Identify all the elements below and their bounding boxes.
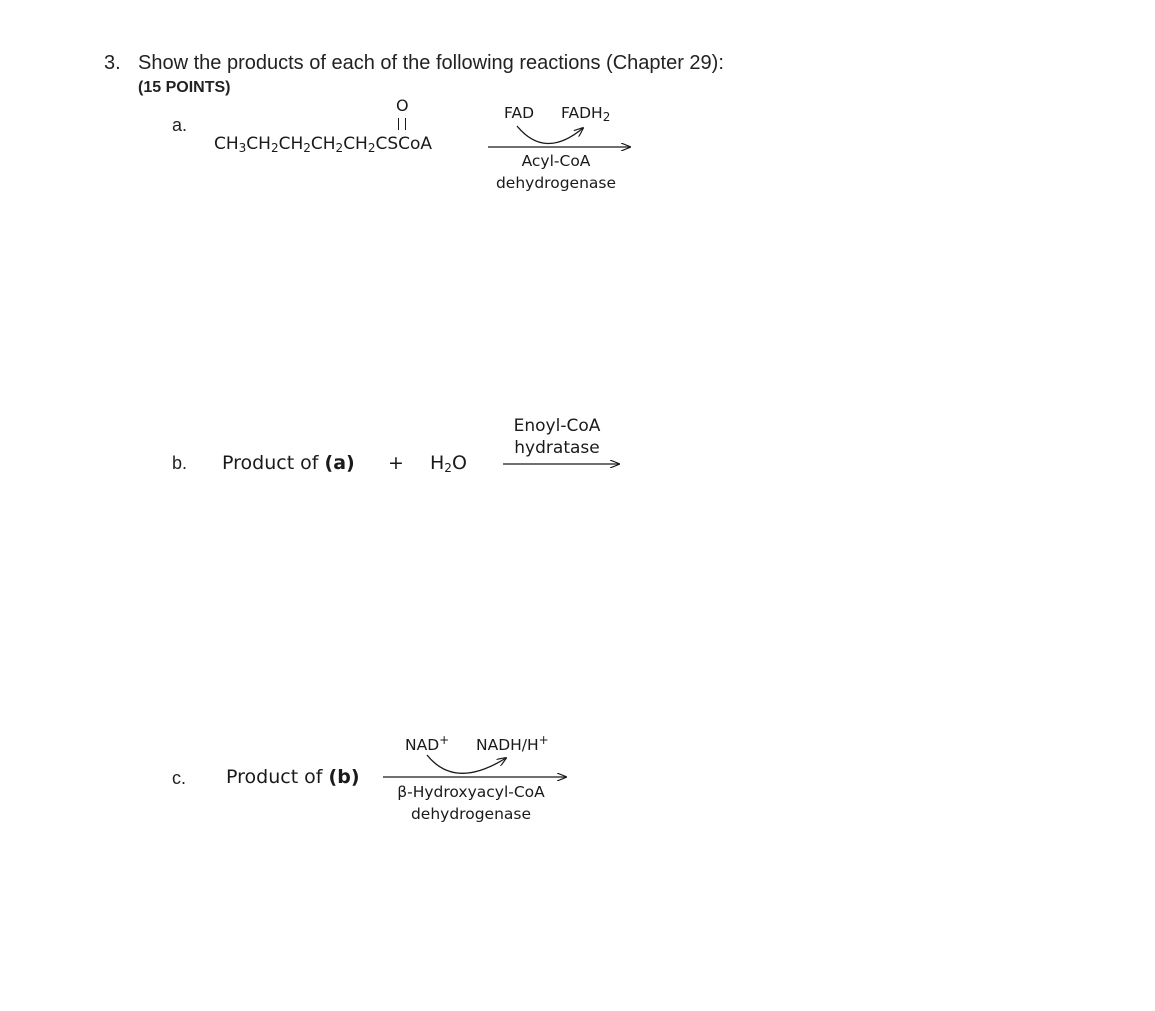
carbonyl-oxygen: O xyxy=(396,96,409,115)
part-a-enzyme-label: Acyl-CoA dehydrogenase xyxy=(495,152,617,192)
part-a-cofactor-curved-arrow xyxy=(517,126,583,144)
question-points: (15 POINTS) xyxy=(138,79,231,96)
part-a-cofactor-out: $FADH_2$ xyxy=(561,104,611,124)
part-a-cofactor-in: FAD xyxy=(504,104,535,122)
part-c-cofactor-curved-arrow xyxy=(427,755,506,773)
part-c-letter: c. xyxy=(172,768,187,788)
question-prompt: Show the products of each of the following reactions (Chapter 29): xyxy=(138,52,724,74)
part-c-cofactor-out: NADH/H+ xyxy=(476,733,549,754)
part-b-letter: b. xyxy=(172,453,188,473)
part-c-reactant: Product of (b) xyxy=(226,766,360,788)
part-b-water: $H_2O$ xyxy=(430,452,467,475)
part-b-reactant: Product of (a) xyxy=(222,452,355,474)
question-number: 3. xyxy=(104,52,121,74)
part-a-reactant-formula: $CH_3CH_2CH_2CH_2CH_2CSCoA$ xyxy=(214,134,433,155)
part-a-letter: a. xyxy=(172,115,188,135)
part-c-enzyme-label: β-Hydroxyacyl-CoA dehydrogenase xyxy=(397,783,545,823)
part-b-plus-sign: + xyxy=(388,452,404,474)
part-b-enzyme-label: Enoyl-CoA hydratase xyxy=(513,416,601,458)
part-c-cofactor-in: NAD+ xyxy=(405,733,450,754)
